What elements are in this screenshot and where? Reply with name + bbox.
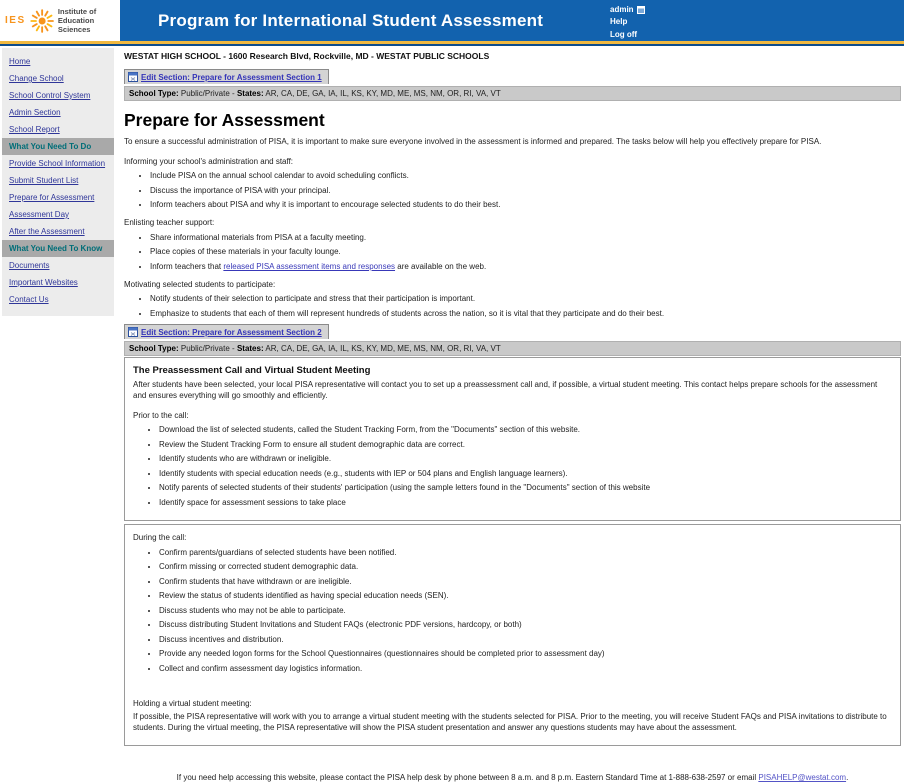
help-link[interactable]: Help xyxy=(610,17,628,27)
during-call-list xyxy=(133,548,892,673)
sidebar-item-contact-us xyxy=(9,291,114,308)
sidebar-item-prepare-for-assessment xyxy=(9,189,114,206)
sidebar-link-assessment-day[interactable]: Assessment Day xyxy=(9,210,70,219)
sidebar-link-important-websites[interactable]: Important Websites xyxy=(9,278,78,287)
bullet-item: • Collect and confirm assessment day logistics information. xyxy=(159,664,892,673)
bullet-item: • Discuss students who may not be able to participate. xyxy=(159,606,892,615)
bullet-item: • Discuss incentives and distribution. xyxy=(159,635,892,644)
school-banner: WESTAT HIGH SCHOOL - 1600 Research Blvd, Rockville, MD - WESTAT PUBLIC SCHOOLS xyxy=(124,51,490,61)
edit-icon xyxy=(128,327,138,337)
section1-intro: To ensure a successful administration of PISA, it is important to make sure everyone involved in the assessment is informed and prepared. The tasks below will help you effectively prepare for PISA. xyxy=(124,137,822,146)
sidebar-link-provide-school-information[interactable]: Provide School Information xyxy=(9,159,106,168)
school-type-value: Public/Private xyxy=(180,89,230,98)
sidebar-item-school-control-system xyxy=(9,87,114,104)
sidebar-link-change-school[interactable]: Change School xyxy=(9,74,64,83)
footer-help xyxy=(124,773,901,782)
ies-logo xyxy=(0,0,120,41)
states-label: States: xyxy=(236,89,264,98)
bullet-list xyxy=(124,233,901,271)
edit-section-1-link[interactable]: Edit Section: Prepare for Assessment Section 1 xyxy=(141,72,322,82)
during-call-heading: During the call: xyxy=(133,533,187,543)
sidebar-link-prepare-for-assessment[interactable]: Prepare for Assessment xyxy=(9,193,95,202)
states-value: AR, CA, DE, GA, IA, IL, KS, KY, MD, ME, MS, NM, OR, RI, VA, VT xyxy=(265,89,501,98)
app-title: Program for International Student Assessment xyxy=(158,10,544,30)
inline-link-released-pisa-assessment-items-and-responses[interactable]: released PISA assessment items and responses xyxy=(223,261,396,271)
bullet-item: • Notify students of their selection to participate and stress that their participation is important. xyxy=(150,294,901,303)
meta-separator: - xyxy=(232,89,235,98)
school-type-label: School Type: xyxy=(129,89,179,98)
sidebar-section-what-you-need-to-know: What You Need To Know xyxy=(2,240,114,257)
new-window-icon xyxy=(637,6,645,14)
section1-groups xyxy=(124,157,901,318)
bullet-list xyxy=(124,171,901,209)
states-label: States: xyxy=(236,344,264,354)
edit-section-2-link[interactable]: Edit Section: Prepare for Assessment Section 2 xyxy=(141,327,322,337)
sidebar-item-documents xyxy=(9,257,114,274)
group-heading-informing-your-school-s-admini: Informing your school's administration and staff: xyxy=(124,156,294,166)
bullet-item: • Inform teachers that released PISA assessment items and responses are available on the web. xyxy=(150,262,901,271)
prior-call-list xyxy=(133,425,892,507)
sidebar-item-provide-school-information xyxy=(9,155,114,172)
sidebar-section-what-you-need-to-do: What You Need To Do xyxy=(2,138,114,155)
sidebar-item-after-the-assessment xyxy=(9,223,114,240)
during-call-box xyxy=(124,524,901,746)
help-email-link[interactable]: PISAHELP@westat.com xyxy=(758,773,847,782)
sidebar-item-home xyxy=(9,53,114,70)
footer-text-end: . xyxy=(846,773,849,782)
sidebar-link-after-the-assessment[interactable]: After the Assessment xyxy=(9,227,85,236)
group-heading-motivating-selected-students-t: Motivating selected students to participate: xyxy=(124,279,276,289)
bullet-item: • Download the list of selected students, called the Student Tracking Form, from the "Documents" section of this website. xyxy=(159,425,892,434)
sidebar-item-change-school xyxy=(9,70,114,87)
bullet-item: • Confirm parents/guardians of selected students have been notified. xyxy=(159,548,892,557)
edit-section-1-tab[interactable] xyxy=(124,69,329,84)
group-heading-enlisting-teacher-support: Enlisting teacher support: xyxy=(124,218,215,228)
bullet-item: • Inform teachers about PISA and why it is important to encourage selected students to do their best. xyxy=(150,200,901,209)
states-value: AR, CA, DE, GA, IA, IL, KS, KY, MD, ME, MS, NM, OR, RI, VA, VT xyxy=(265,344,501,354)
bullet-item: • Confirm students that have withdrawn or are ineligible. xyxy=(159,577,892,586)
bullet-item: • Identify students with special education needs (e.g., students with IEP or 504 plans and English language learners). xyxy=(159,469,892,478)
sidebar-item-admin-section xyxy=(9,104,114,121)
bullet-item: • Review the status of students identified as having special education needs (SEN). xyxy=(159,591,892,600)
sidebar-link-school-control-system[interactable]: School Control System xyxy=(9,91,91,100)
sidebar-link-school-report[interactable]: School Report xyxy=(9,125,60,134)
logoff-link[interactable]: Log off xyxy=(610,29,638,39)
edit-section-2-tab[interactable] xyxy=(124,324,329,339)
sidebar-link-admin-section[interactable]: Admin Section xyxy=(9,108,61,117)
sidebar-item-important-websites xyxy=(9,274,114,291)
edit-icon xyxy=(128,72,138,82)
bullet-list xyxy=(124,294,901,318)
top-header xyxy=(0,0,904,41)
school-type-bar-2 xyxy=(124,341,901,356)
footer-text: If you need help accessing this website, please contact the PISA help desk by phone between 8 a.m. and 8 p.m. Eastern Standard Time at 1-888-638-2597 or email xyxy=(176,773,759,782)
ies-logo-text: IES xyxy=(5,15,26,26)
sidebar-link-contact-us[interactable]: Contact Us xyxy=(9,295,49,304)
bullet-item: • Review the Student Tracking Form to ensure all student demographic data are correct. xyxy=(159,440,892,449)
page-title: Prepare for Assessment xyxy=(124,110,325,130)
sidebar-link-home[interactable]: Home xyxy=(9,57,31,66)
virtual-meeting-text: If possible, the PISA representative will work with you to arrange a virtual student meeting with the students selected for PISA. Prior to the meeting, you will receive Student FAQs and PISA invitations to distribute to students. During the virtual meeting, the PISA representative will show the PISA student presentation and answer any questions students may have about the assessment. xyxy=(133,711,887,732)
bullet-item: • Share informational materials from PISA at a faculty meeting. xyxy=(150,233,901,242)
preassessment-heading: The Preassessment Call and Virtual Student Meeting xyxy=(133,365,371,377)
virtual-meeting-heading: Holding a virtual student meeting: xyxy=(133,698,252,708)
bullet-item: • Identify space for assessment sessions to take place xyxy=(159,498,892,507)
sidebar-link-documents[interactable]: Documents xyxy=(9,261,50,270)
bullet-item: • Identify students who are withdrawn or ineligible. xyxy=(159,454,892,463)
bullet-item: • Notify parents of selected students of their students' participation (using the sample letters found in the "Documents" section of this website xyxy=(159,483,892,492)
bullet-item: • Discuss the importance of PISA with your principal. xyxy=(150,186,901,195)
sidebar-item-assessment-day xyxy=(9,206,114,223)
school-type-label: School Type: xyxy=(129,344,179,354)
sidebar-item-school-report xyxy=(9,121,114,138)
ies-org-name: Institute of Education Sciences xyxy=(57,7,97,34)
sunburst-icon xyxy=(29,5,55,37)
blue-banner xyxy=(120,0,904,41)
main-content xyxy=(114,46,904,782)
bullet-item: • Provide any needed logon forms for the School Questionnaires (questionnaires should be completed prior to assessment day) xyxy=(159,649,892,658)
bullet-item: • Place copies of these materials in your faculty lounge. xyxy=(150,247,901,256)
bullet-item: • Emphasize to students that each of them will represent hundreds of students across the nation, so it is vital that they participate and do their best. xyxy=(150,309,901,318)
preassessment-intro: After students have been selected, your local PISA representative will contact you to set up a preassessment call and, if possible, a virtual student meeting. This contact helps prepare schools for the assessment and ensures everything will go smoothly and efficiently. xyxy=(133,380,878,401)
bullet-item: • Confirm missing or corrected student demographic data. xyxy=(159,562,892,571)
sidebar-nav xyxy=(2,48,114,316)
admin-link[interactable]: admin xyxy=(610,5,634,14)
meta-separator: - xyxy=(232,344,235,354)
user-links xyxy=(610,4,645,41)
sidebar-item-submit-student-list xyxy=(9,172,114,189)
bullet-item: • Discuss distributing Student Invitations and Student FAQs (electronic PDF versions, hardcopy, or both) xyxy=(159,620,892,629)
school-type-value: Public/Private xyxy=(180,344,230,354)
sidebar-link-submit-student-list[interactable]: Submit Student List xyxy=(9,176,79,185)
preassessment-box xyxy=(124,357,901,521)
school-type-bar-1 xyxy=(124,86,901,101)
prior-call-heading: Prior to the call: xyxy=(133,410,189,420)
bullet-item: • Include PISA on the annual school calendar to avoid scheduling conflicts. xyxy=(150,171,901,180)
